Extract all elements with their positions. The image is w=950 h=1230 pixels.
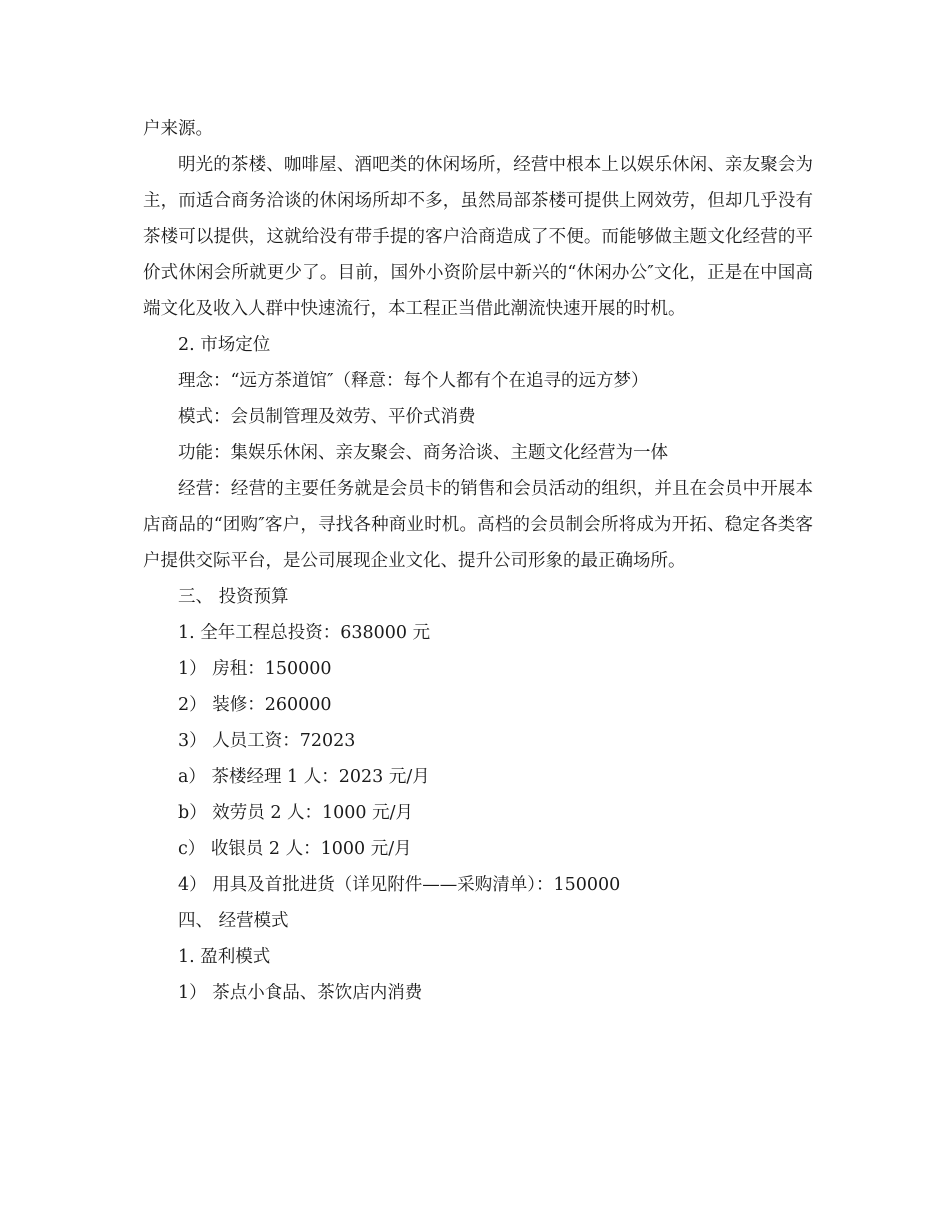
list-item-manager: a） 茶楼经理 1 人：2023 元/月 — [178, 767, 430, 787]
heading-investment-budget: 三、 投资预算 — [178, 587, 289, 607]
paragraph-concept: 理念：“远方茶道馆″（释意：每个人都有个在追寻的远方梦） — [178, 371, 649, 391]
paragraph-function: 功能：集娱乐休闲、亲友聚会、商务洽谈、主题文化经营为一体 — [178, 443, 668, 463]
list-item-salaries: 3） 人员工资：72023 — [178, 731, 356, 751]
list-item-rent: 1） 房租：150000 — [178, 659, 332, 679]
list-item-total-investment: 1. 全年工程总投资：638000 元 — [178, 623, 431, 643]
paragraph-operation: 经营：经营的主要任务就是会员卡的销售和会员活动的组织，并且在会员中开展本店商品的“团购″客户，寻找各种商业时机。高档的会员制会所将成为开拓、稳定各类客户提供交际平台，是公司展现企业文化、提升公司形象的最正确场所。 — [143, 479, 813, 571]
list-item-renovation: 2） 装修：260000 — [178, 695, 332, 715]
paragraph-market-analysis: 明光的茶楼、咖啡屋、酒吧类的休闲场所，经营中根本上以娱乐休闲、亲友聚会为主，而适合商务洽谈的休闲场所却不多，虽然局部茶楼可提供上网效劳，但却几乎没有茶楼可以提供，这就给没有带手提的客户洽商造成了不便。而能够做主题文化经营的平价式休闲会所就更少了。目前，国外小资阶层中新兴的“休闲办公″文化，正是在中国高端文化及收入人群中快速流行，本工程正当借此潮流快速开展的时机。 — [143, 155, 813, 319]
heading-market-positioning: 2. 市场定位 — [178, 335, 271, 355]
list-item-in-store-consumption: 1） 茶点小食品、茶饮店内消费 — [178, 983, 423, 1003]
paragraph-mode: 模式：会员制管理及效劳、平价式消费 — [178, 407, 476, 427]
document-body — [143, 111, 813, 1011]
list-item-cashier: c） 收银员 2 人：1000 元/月 — [178, 839, 412, 859]
list-item-equipment: 4） 用具及首批进货（详见附件——采购清单）：150000 — [178, 875, 621, 895]
heading-business-model: 四、 经营模式 — [178, 911, 289, 931]
paragraph-customer-source-tail: 户来源。 — [143, 119, 213, 139]
heading-profit-model: 1. 盈利模式 — [178, 947, 271, 967]
list-item-service-staff: b） 效劳员 2 人：1000 元/月 — [178, 803, 414, 823]
